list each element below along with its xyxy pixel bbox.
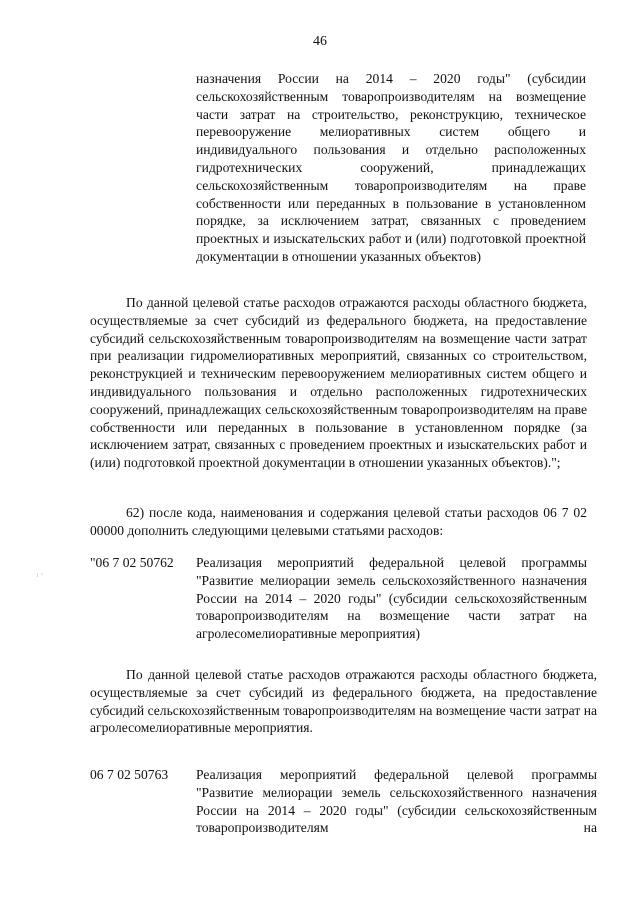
paragraph-description-2: По данной целевой статье расходов отражаются расходы областного бюджета, осуществляемые за счет субсидий из федерального бюджета, на предоставление субсидий сельскохозяйственным товаропроизводителям на возмещение части затрат на агролесомелиоративные мероприятия. xyxy=(90,667,597,736)
scan-mark: · · · xyxy=(36,570,44,581)
paragraph-description-1: По данной целевой статье расходов отражаются расходы областного бюджета, осуществляемые за счет субсидий из федерального бюджета, на предоставление субсидий сельскохозяйственным товаропроизводителям на возмещение части затрат при реализации гидромелиоративных мероприятий, связанных со строительством, реконструкцией и техническим перевооружением мелиоративных систем общего и индивидуального пользования и отдельно расположенных гидротехнических сооружений, принадлежащих сельскохозяйственным товаропроизводителям на праве собственности или переданных в пользование в установленном порядке (за исключением затрат, связанных с проведением проектных и изыскательских работ и (или) подготовкой проектной документации в отношении указанных объектов)."; xyxy=(90,295,587,471)
entry-text-50762: Реализация мероприятий федеральной целевой программы "Развитие мелиорации земель сельскохозяйственного назначения России на 2014 – 2020 годы" (субсидии сельскохозяйственным товаропроизводителям на возмещение части затрат на агролесомелиоративные мероприятия) xyxy=(196,555,587,642)
paragraph-item-62: 62) после кода, наименования и содержания целевой статьи расходов 06 7 02 00000 дополнить следующими целевыми статьями расходов: xyxy=(90,505,587,538)
page-number: 46 xyxy=(313,34,327,49)
entry-code-50762: "06 7 02 50762 xyxy=(90,555,174,570)
entry-code-50763: 06 7 02 50763 xyxy=(90,767,169,782)
entry-text-50763: Реализация мероприятий федеральной целевой программы "Развитие мелиорации земель сельскохозяйственного назначения России на 2014 – 2020 годы" (субсидии сельскохозяйственным товаропроизводителям на xyxy=(196,767,597,836)
continuation-text: назначения России на 2014 – 2020 годы" (субсидии сельскохозяйственным товаропроизводителям на возмещение части затрат на строительство, реконструкцию, техническое перевооружение мелиоративных систем общего и индивидуального пользования и отдельно расположенных гидротехнических сооружений, принадлежащих сельскохозяйственным товаропроизводителям на праве собственности или переданных в пользование в установленном порядке, за исключением затрат, связанных с проведением проектных и изыскательских работ и (или) подготовкой проектной документации в отношении указанных объектов) xyxy=(196,71,586,264)
